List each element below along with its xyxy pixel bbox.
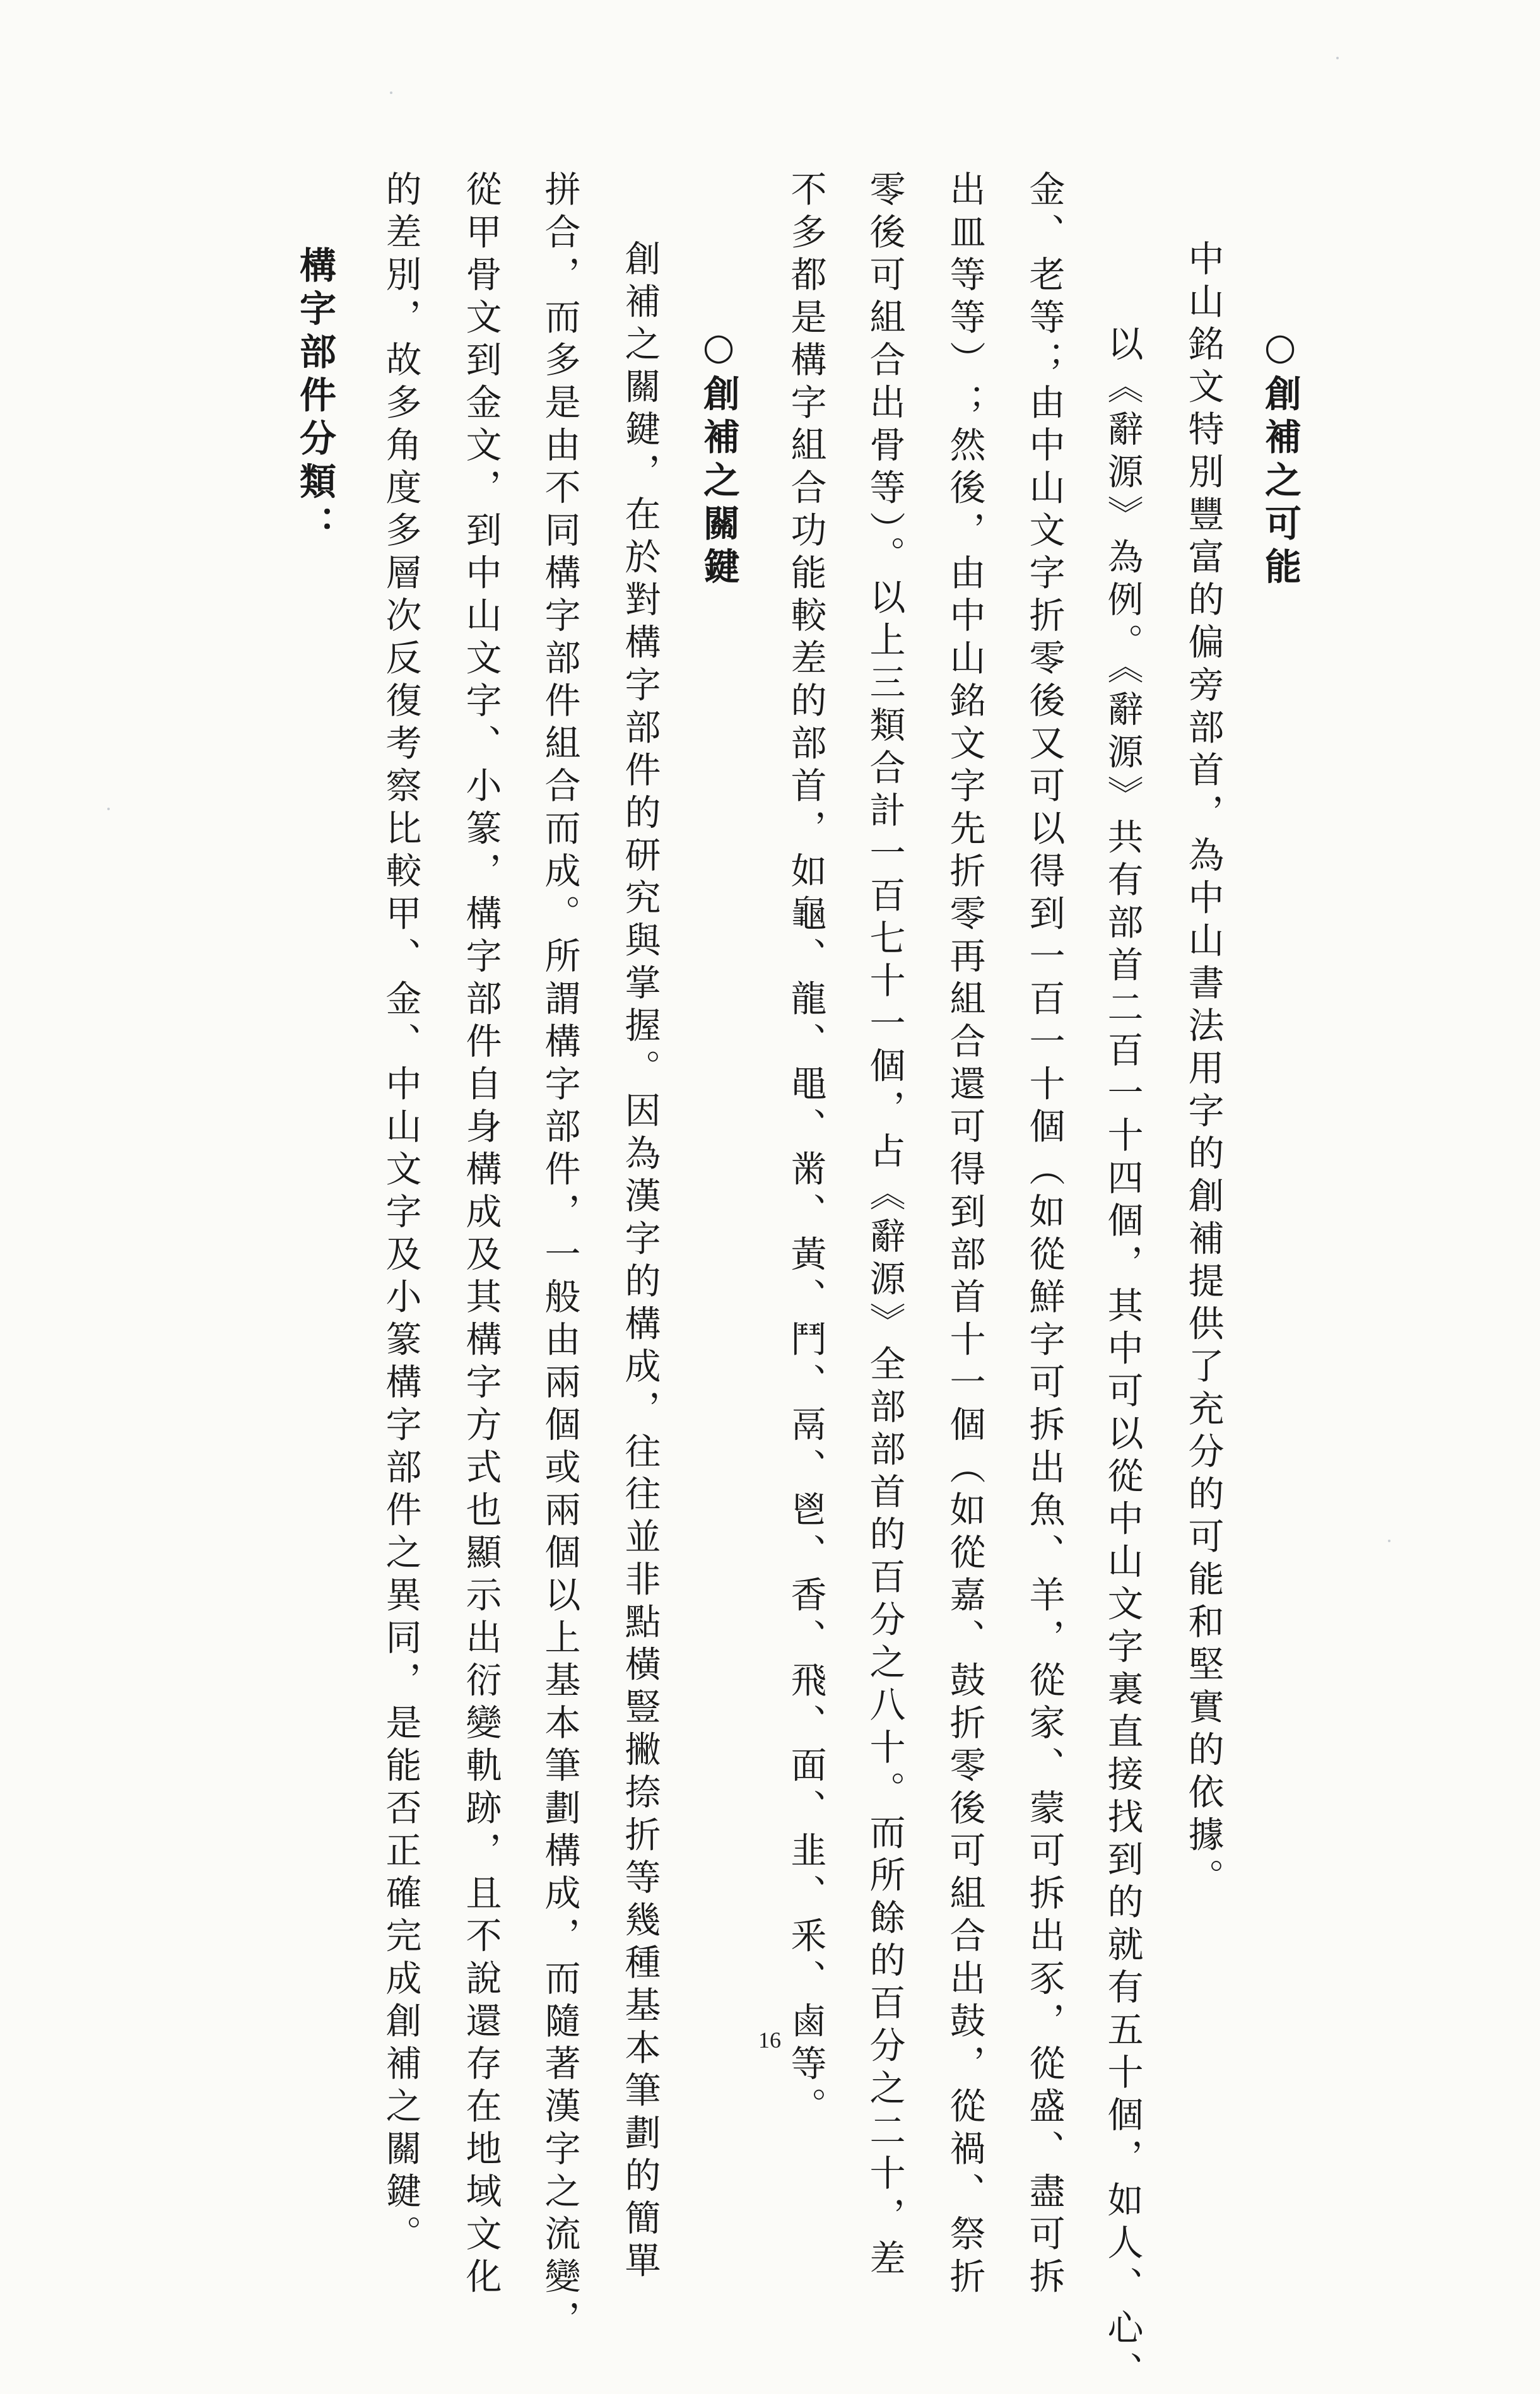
section-heading-classification: 構字部件分類：: [293, 246, 336, 549]
section-heading-key: ○創補之關鍵: [697, 325, 740, 591]
page-number: 16: [758, 2027, 781, 2053]
paragraph-line: 不多都是構字組合功能較差的部首，如龜、龍、黽、黹、黃、鬥、鬲、鬯、香、飛、面、韭、釆、鹵等。: [785, 170, 826, 2130]
paragraph-line: 零後可組合出骨等）。以上三類合計一百七十一個，占《辭源》全部部首的百分之八十。而所餘的百分之二十，差: [864, 170, 905, 2282]
paragraph-line: 出皿等等）；然後，由中山銘文字先折零再組合還可得到部首十一個（如從嘉、鼓折零後可組合出鼓，從禍、祭折: [944, 170, 985, 2300]
paragraph-line: 拼合，而多是由不同構字部件組合而成。所謂構字部件，一般由兩個或兩個以上基本筆劃構成，而隨著漢字之流變，: [539, 170, 580, 2343]
paragraph-line: 的差別，故多角度多層次反復考察比較甲、金、中山文字及小篆構字部件之異同，是能否正確完成創補之關鍵。: [380, 170, 421, 2258]
paragraph-line: 創補之關鍵，在於對構字部件的研究與掌握。因為漢字的構成，往往並非點橫豎撇捺折等幾種基本筆劃的簡單: [619, 240, 661, 2284]
paragraph-line: 從甲骨文到金文，到中山文字、小篆，構字部件自身構成及其構字方式也顯示出衍變軌跡，且不說還存在地域文化: [460, 170, 502, 2300]
scan-speck: [390, 91, 392, 94]
paragraph-line: 以《辭源》為例。《辭源》共有部首二百一十四個，其中可以從中山文字裏直接找到的就有五十個，如人、心、: [1102, 325, 1143, 2394]
paragraph-line: 金、老等；由中山文字折零後又可以得到一百一十個（如從鮮字可拆出魚、羊，從家、蒙可拆出豕，從盛、盡可拆: [1023, 170, 1065, 2300]
scan-speck: [107, 808, 110, 810]
section-heading-possibility: ○創補之可能: [1259, 325, 1302, 591]
scan-speck: [1336, 57, 1339, 59]
paragraph-line: 中山銘文特別豐富的偏旁部首，為中山書法用字的創補提供了充分的可能和堅實的依據。: [1182, 240, 1224, 1901]
scan-speck: [1388, 1540, 1390, 1542]
